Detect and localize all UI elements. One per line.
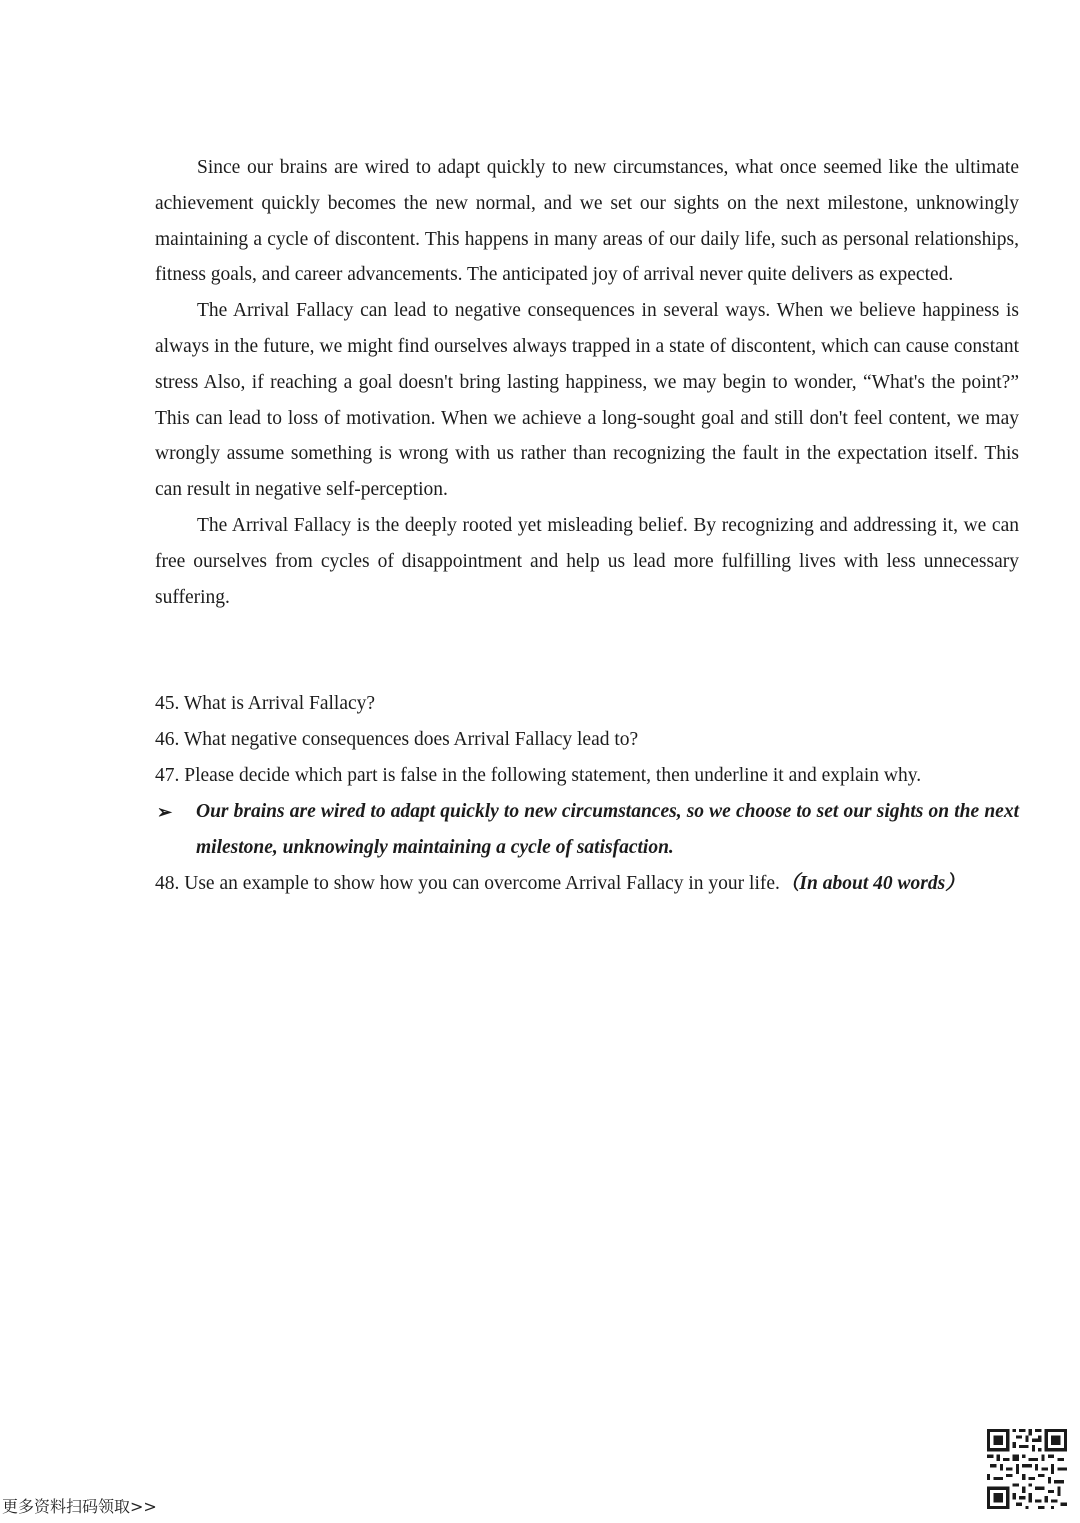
passage-paragraph-2: The Arrival Fallacy can lead to negative consequences in several ways. When we believe happiness is always in the future, we might find ourselves always trapped in a state of discontent, which can cause constant stress Also, if reaching a goal doesn't bring lasting happiness, we may begin to wonder, “What's the point?” This can lead to loss of motivation. When we achieve a long-sought goal and still don't feel content, we may wrongly assume something is wrong with us rather than recognizing the fault in the expectation itself. This can result in negative self-perception. <box>155 300 1019 501</box>
reading-passage <box>155 150 1019 615</box>
question-45: 45. What is Arrival Fallacy? <box>155 693 376 714</box>
statement-text: Our brains are wired to adapt quickly to new circumstances, so we choose to set our sights on the next milestone, unknowingly maintaining a cycle of satisfaction. <box>196 801 1019 858</box>
passage-paragraph-1: Since our brains are wired to adapt quickly to new circumstances, what once seemed like the ultimate achievement quickly becomes the new normal, and we set our sights on the next milestone, unknowingly maintaining a cycle of discontent. This happens in many areas of our daily life, such as personal relationships, fitness goals, and career advancements. The anticipated joy of arrival never quite delivers as expected. <box>155 157 1019 286</box>
arrow-bullet-icon: ➢ <box>157 802 173 822</box>
question-47: 47. Please decide which part is false in the following statement, then underline it and explain why. <box>155 765 922 786</box>
question-48 <box>155 866 1019 902</box>
question-48-text: 48. Use an example to show how you can overcome Arrival Fallacy in your life. <box>155 873 780 894</box>
qr-code-icon[interactable] <box>987 1429 1067 1509</box>
question-46: 46. What negative consequences does Arrival Fallacy lead to? <box>155 729 639 750</box>
question-47-statement <box>155 794 1019 866</box>
word-limit-note: （In about 40 words） <box>779 873 965 894</box>
passage-paragraph-3: The Arrival Fallacy is the deeply rooted yet misleading belief. By recognizing and addressing it, we can free ourselves from cycles of disappointment and help us lead more fulfilling lives with less unnecessary suffering. <box>155 514 1019 608</box>
footer-promo-text: 更多资料扫码领取>> <box>2 1497 157 1516</box>
question-list <box>155 686 1019 902</box>
